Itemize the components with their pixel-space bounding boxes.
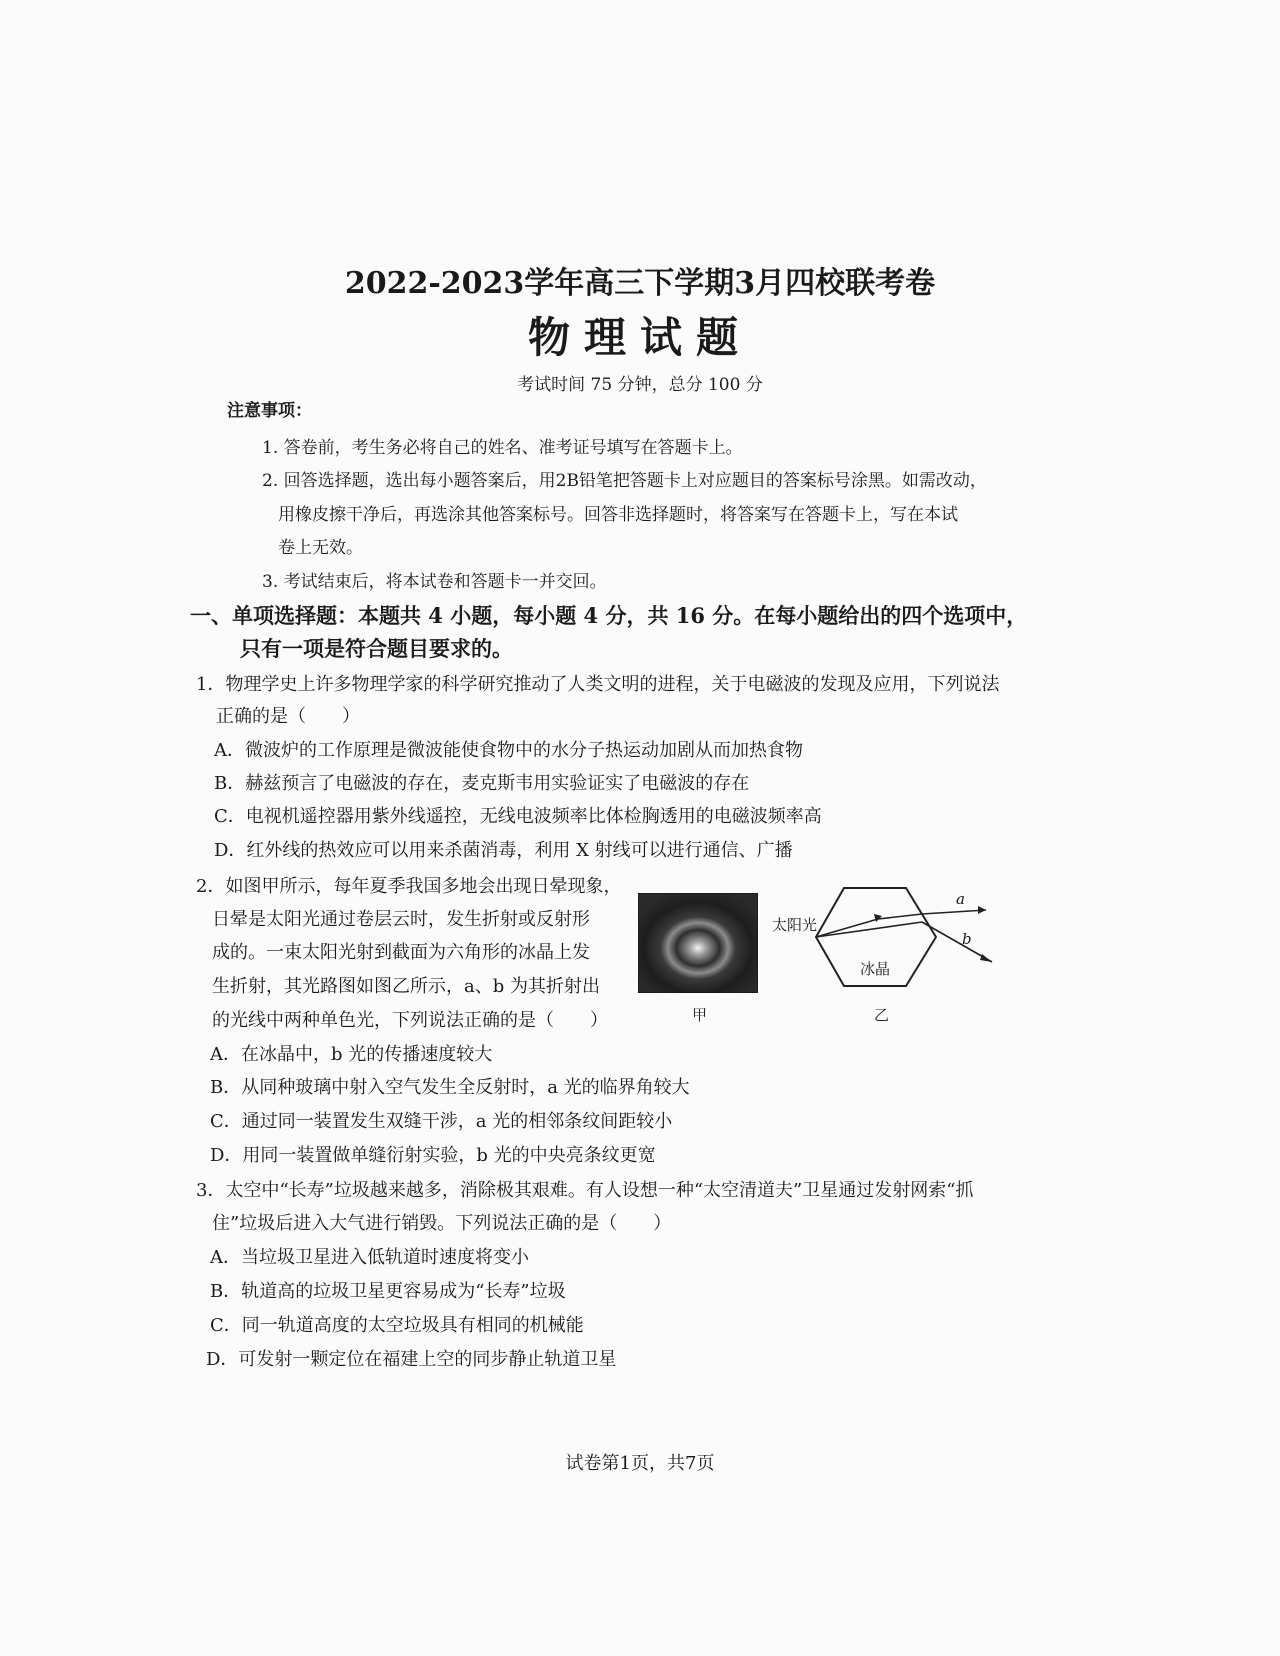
sunlight-label: 太阳光 [772, 916, 818, 934]
question-2-stem: 2．如图甲所示，每年夏季我国多地会出现日晕现象， [196, 876, 622, 897]
question-3-stem: 3．太空中“长寿”垃圾越来越多，消除极其艰难。有人设想一种“太空清道夫”卫星通过发射网索“抓 [196, 1180, 974, 1201]
question-3-option-d: D．可发射一颗定位在福建上空的同步静止轨道卫星 [206, 1349, 617, 1370]
figure-caption-yi: 乙 [874, 1006, 890, 1024]
question-1-stem: 1．物理学史上许多物理学家的科学研究推动了人类文明的进程，关于电磁波的发现及应用，下列说法 [196, 674, 1000, 695]
question-2-option-c: C．通过同一装置发生双缝干涉，a 光的相邻条纹间距较小 [210, 1111, 673, 1132]
section-heading-cont: 只有一项是符合题目要求的。 [240, 636, 513, 661]
exam-meta: 考试时间 75 分钟，总分 100 分 [517, 375, 763, 395]
notice-item: 卷上无效。 [278, 538, 363, 558]
question-2-option-d: D．用同一装置做单缝衍射实验，b 光的中央亮条纹更宽 [210, 1145, 656, 1166]
question-2-stem-cont: 生折射，其光路图如图乙所示，a、b 为其折射出 [212, 976, 600, 997]
question-1-option-d: D．红外线的热效应可以用来杀菌消毒，利用 X 射线可以进行通信、广播 [214, 840, 793, 861]
figure-caption-jia: 甲 [692, 1006, 708, 1024]
question-1-option-b: B．赫兹预言了电磁波的存在，麦克斯韦用实验证实了电磁波的存在 [214, 773, 750, 794]
question-2-option-a: A．在冰晶中，b 光的传播速度较大 [210, 1044, 493, 1065]
ray-a-label: a [956, 890, 965, 908]
ray-b-label: b [962, 930, 972, 948]
question-1-option-c: C．电视机遥控器用紫外线遥控，无线电波频率比体检胸透用的电磁波频率高 [214, 806, 822, 827]
question-3-option-c: C．同一轨道高度的太空垃圾具有相同的机械能 [210, 1315, 584, 1336]
question-3-option-b: B．轨道高的垃圾卫星更容易成为“长寿”垃圾 [210, 1281, 566, 1302]
question-2-stem-cont: 成的。一束太阳光射到截面为六角形的冰晶上发 [212, 942, 590, 963]
notice-item: 用橡皮擦干净后，再选涂其他答案标号。回答非选择题时，将答案写在答题卡上，写在本试 [278, 505, 958, 525]
question-3-option-a: A．当垃圾卫星进入低轨道时速度将变小 [210, 1247, 529, 1268]
section-heading: 一、单项选择题：本题共 4 小题，每小题 4 分，共 16 分。在每小题给出的四个选项中， [190, 603, 1028, 628]
notice-heading: 注意事项： [227, 401, 312, 421]
question-2-stem-cont: 日晕是太阳光通过卷层云时，发生折射或反射形 [212, 909, 590, 930]
question-2-stem-cont: 的光线中两种单色光，下列说法正确的是（ ） [212, 1010, 608, 1031]
question-1-option-a: A．微波炉的工作原理是微波能使食物中的水分子热运动加剧从而加热食物 [214, 740, 803, 761]
notice-item: 2. 回答选择题，选出每小题答案后，用2B铅笔把答题卡上对应题目的答案标号涂黑。如需改动， [262, 471, 987, 491]
question-2-option-b: B．从同种玻璃中射入空气发生全反射时，a 光的临界角较大 [210, 1077, 690, 1098]
exam-title: 2022-2023学年高三下学期3月四校联考卷 [344, 266, 936, 301]
crystal-label: 冰晶 [860, 960, 891, 978]
notice-item: 3. 考试结束后，将本试卷和答题卡一并交回。 [262, 572, 607, 592]
question-3-stem-cont: 住”垃圾后进入大气进行销毁。下列说法正确的是（ ） [212, 1213, 672, 1234]
question-1-stem-cont: 正确的是（ ） [216, 706, 360, 727]
page-footer: 试卷第1页，共7页 [565, 1453, 715, 1474]
subject-title: 物理试题 [527, 313, 752, 362]
notice-item: 1. 答卷前，考生务必将自己的姓名、准考证号填写在答题卡上。 [262, 438, 743, 458]
halo-photo [638, 893, 758, 993]
